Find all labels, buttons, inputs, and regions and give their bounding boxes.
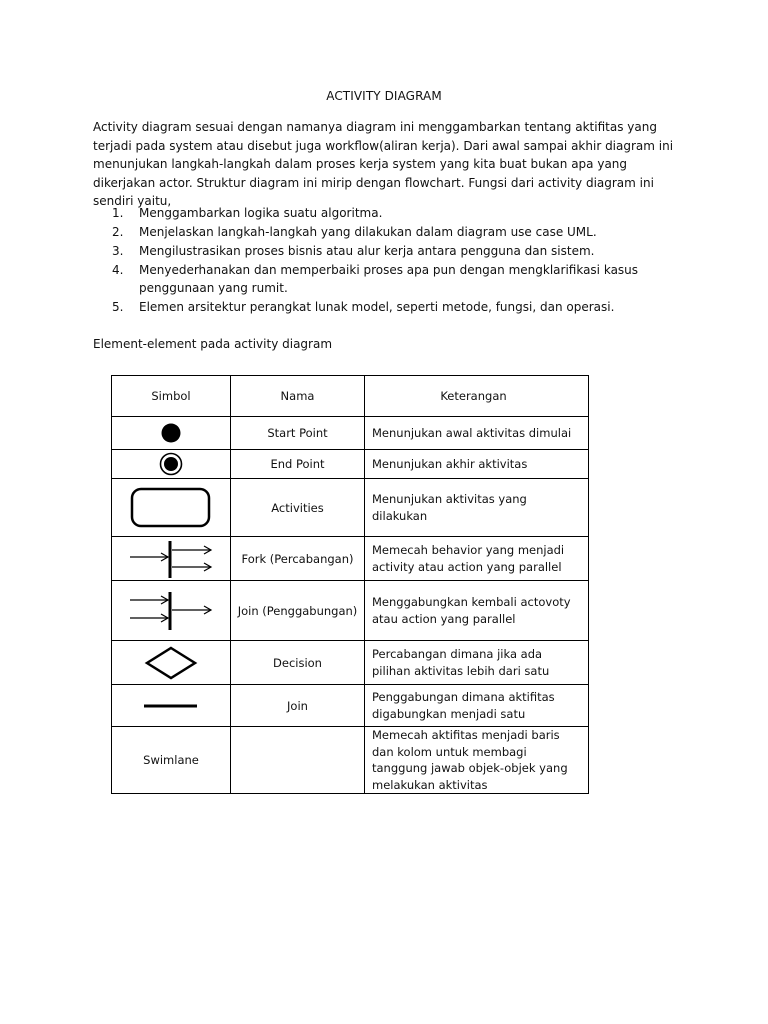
description-cell: Penggabungan dimana aktifitas digabungkan menjadi satu xyxy=(365,685,589,727)
description-cell: Menunjukan awal aktivitas dimulai xyxy=(365,417,589,450)
table-row xyxy=(112,450,589,479)
description-cell: Percabangan dimana jika ada pilihan aktivitas lebih dari satu xyxy=(365,641,589,685)
name-cell: Join (Penggabungan) xyxy=(231,581,365,641)
diamond-icon xyxy=(144,646,198,680)
list-item-text: Menyederhanakan dan memperbaiki proses apa pun dengan mengklarifikasi kasus penggunaan yang rumit. xyxy=(139,263,639,295)
symbol-cell xyxy=(112,685,231,727)
description-cell: Memecah behavior yang menjadi activity atau action yang parallel xyxy=(365,537,589,581)
horizontal-bar-icon xyxy=(141,702,201,710)
list-item-text: Mengilustrasikan proses bisnis atau alur kerja antara pengguna dan sistem. xyxy=(139,244,595,258)
functions-list xyxy=(112,205,642,318)
name-cell: End Point xyxy=(231,450,365,479)
fork-icon xyxy=(127,538,215,580)
header-symbol: Simbol xyxy=(112,376,231,417)
table-row xyxy=(112,641,589,685)
table-row xyxy=(112,727,589,794)
symbol-cell xyxy=(112,581,231,641)
join-bar-icon xyxy=(127,590,215,632)
elements-table xyxy=(111,375,589,794)
list-item xyxy=(112,262,642,297)
list-item xyxy=(112,205,642,223)
table-row xyxy=(112,685,589,727)
symbol-cell xyxy=(112,641,231,685)
table-row xyxy=(112,537,589,581)
rounded-rectangle-icon xyxy=(130,487,212,529)
list-item xyxy=(112,243,642,261)
header-name: Nama xyxy=(231,376,365,417)
list-number: 3. xyxy=(112,244,124,258)
list-item xyxy=(112,299,642,317)
symbol-cell xyxy=(112,537,231,581)
filled-circle-icon xyxy=(160,422,182,444)
list-number: 5. xyxy=(112,299,124,314)
symbol-cell xyxy=(112,417,231,450)
description-cell: Menunjukan akhir aktivitas xyxy=(365,450,589,479)
table-row xyxy=(112,479,589,537)
symbol-cell xyxy=(112,450,231,479)
name-cell: Decision xyxy=(231,641,365,685)
list-item-text: Menjelaskan langkah-langkah yang dilakukan dalam diagram use case UML. xyxy=(139,225,597,239)
list-number: 4. xyxy=(112,263,124,277)
description-cell: Menunjukan aktivitas yang dilakukan xyxy=(365,479,589,537)
table-row xyxy=(112,581,589,641)
name-cell: Start Point xyxy=(231,417,365,450)
table-caption: Element-element pada activity diagram xyxy=(93,337,333,351)
table-header-row xyxy=(112,376,589,417)
description-cell: Memecah aktifitas menjadi baris dan kolom untuk membagi tanggung jawab objek-objek yang melakukan aktivitas xyxy=(365,727,589,794)
symbol-cell-swimlane: Swimlane xyxy=(112,727,231,794)
list-number: 1. xyxy=(112,206,124,220)
name-cell: Join xyxy=(231,685,365,727)
name-cell: Fork (Percabangan) xyxy=(231,537,365,581)
list-item-text: Elemen arsitektur perangkat lunak model, seperti metode, fungsi, dan operasi. xyxy=(139,299,615,314)
bullseye-icon xyxy=(159,452,183,476)
page-title: ACTIVITY DIAGRAM xyxy=(326,89,442,103)
list-item-text: Menggambarkan logika suatu algoritma. xyxy=(139,206,383,220)
description-cell: Menggabungkan kembali actovoty atau action yang parallel xyxy=(365,581,589,641)
symbol-cell xyxy=(112,479,231,537)
list-item xyxy=(112,224,642,242)
intro-paragraph: Activity diagram sesuai dengan namanya diagram ini menggambarkan tentang aktifitas yang terjadi pada system atau disebut juga workflow(aliran kerja). Dari awal sampai akhir diagram ini menunjukan langkah-langkah dalam proses kerja system yang kita buat bukan apa yang dikerjakan actor. Struktur diagram ini mirip dengan flowchart. Fungsi dari activity diagram ini sendiri yaitu, xyxy=(93,120,674,208)
name-cell: Activities xyxy=(231,479,365,537)
name-cell xyxy=(231,727,365,794)
header-description: Keterangan xyxy=(365,376,589,417)
list-number: 2. xyxy=(112,225,124,239)
table-row xyxy=(112,417,589,450)
